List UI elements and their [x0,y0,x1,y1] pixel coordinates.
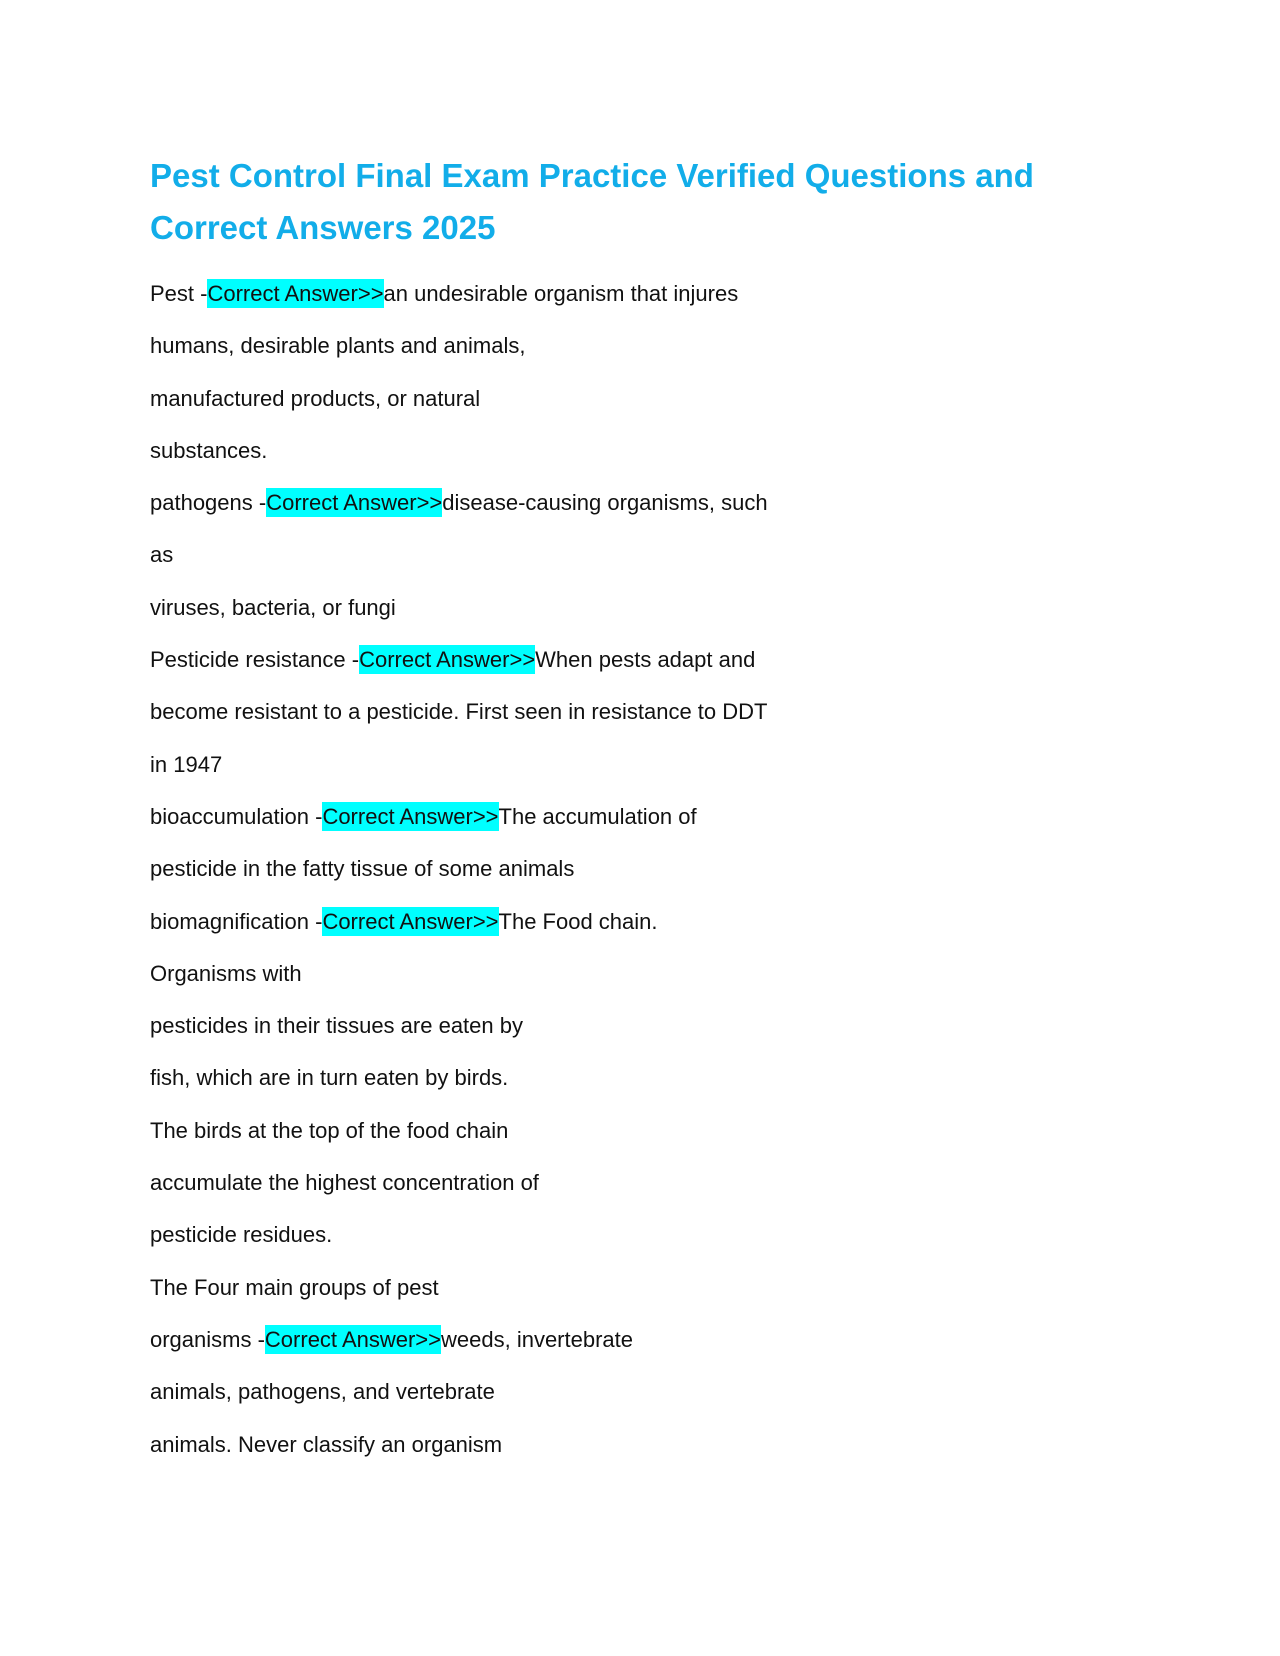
line-text: become resistant to a pesticide. First seen in resistance to DDT [150,699,768,725]
text-line [150,1262,1090,1314]
text-line [150,1366,1090,1418]
line-text: manufactured products, or natural [150,385,481,411]
correct-answer-highlight: Correct Answer>> [322,803,499,829]
correct-answer-highlight: Correct Answer>> [322,908,499,934]
title-line: Correct Answers 2025 [150,209,496,246]
line-text: fish, which are in turn eaten by birds. [150,1065,509,1091]
text-line [150,1052,1090,1104]
line-text: The Four main groups of pest [150,1274,439,1300]
line-text: animals. Never classify an organism [150,1431,503,1457]
line-text: Organisms with [150,960,302,986]
answer-text: weeds, invertebrate [441,1326,633,1352]
line-text: pesticide in the fatty tissue of some animals [150,856,575,882]
text-line [150,843,1090,895]
line-text: bioaccumulation - [150,803,323,829]
line-text: humans, desirable plants and animals, [150,333,526,359]
text-line [150,529,1090,581]
line-text: as [150,542,174,568]
line-text: pesticides in their tissues are eaten by [150,1013,523,1039]
text-line [150,1419,1090,1471]
line-text: in 1947 [150,751,223,777]
text-line [150,948,1090,1000]
text-line [150,1157,1090,1209]
line-text: accumulate the highest concentration of [150,1170,539,1196]
text-line [150,1105,1090,1157]
text-line [150,634,1090,686]
text-line [150,1000,1090,1052]
correct-answer-highlight: Correct Answer>> [266,490,443,516]
text-line [150,1209,1090,1261]
line-text: animals, pathogens, and vertebrate [150,1379,495,1405]
text-line [150,268,1090,320]
text-line [150,791,1090,843]
answer-text: The accumulation of [498,803,697,829]
text-line [150,582,1090,634]
text-line [150,896,1090,948]
text-line [150,320,1090,372]
document-content [150,150,1090,1471]
text-line [150,425,1090,477]
document-body [150,268,1090,1471]
line-text: substances. [150,437,268,463]
correct-answer-highlight: Correct Answer>> [264,1326,441,1352]
line-text: pathogens - [150,490,267,516]
answer-text: The Food chain. [498,908,658,934]
answer-text: disease-causing organisms, such [442,490,768,516]
text-line [150,686,1090,738]
text-line [150,477,1090,529]
line-text: viruses, bacteria, or fungi [150,594,396,620]
text-line [150,373,1090,425]
title-line: Pest Control Final Exam Practice Verified Questions and [150,157,1034,194]
document-title [150,150,1090,254]
answer-text: an undesirable organism that injures [383,281,739,306]
answer-text: When pests adapt and [535,647,756,673]
line-text: organisms - [150,1326,265,1352]
text-line [150,739,1090,791]
line-text: The birds at the top of the food chain [150,1117,509,1143]
line-text: pesticide residues. [150,1222,333,1248]
text-line [150,1314,1090,1366]
line-text: Pesticide resistance - [150,647,360,673]
correct-answer-highlight: Correct Answer>> [207,281,384,306]
correct-answer-highlight: Correct Answer>> [359,647,536,673]
line-text: Pest - [150,281,208,306]
line-text: biomagnification - [150,908,323,934]
